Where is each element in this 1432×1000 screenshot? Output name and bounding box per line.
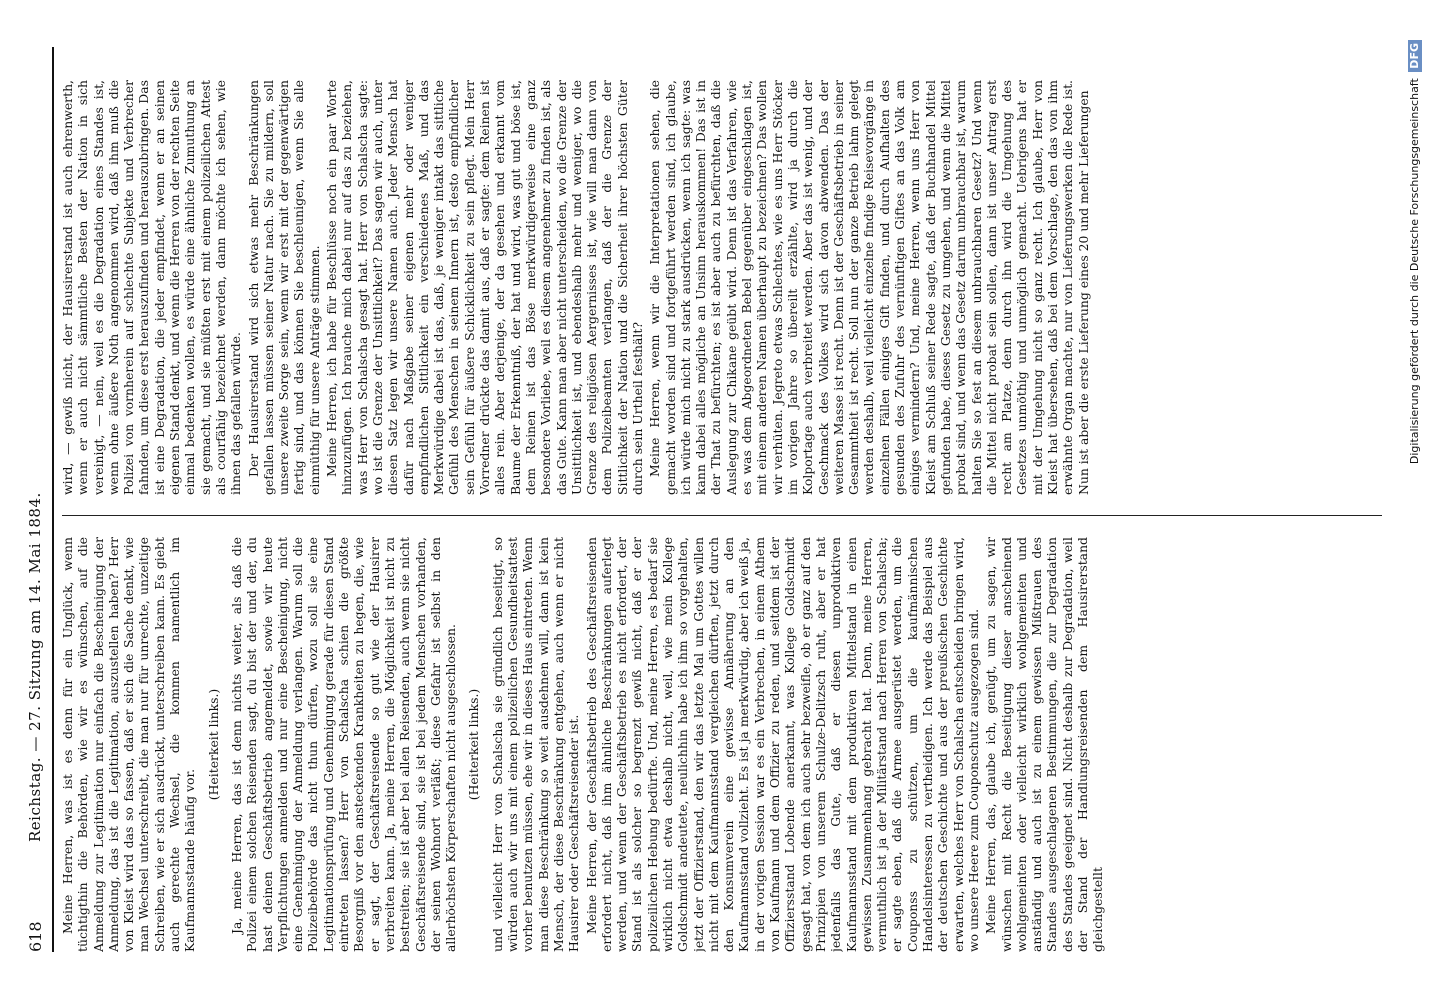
speech-paragraph: wird, — gewiß nicht, der Hausirerstand ist auch ehrenwerth, wenn er auch nicht sämmtliche Besten der Nation in sich vereinigt, — nein, weil es die Degradation eines Standes ist, wenn ohne äußere Noth angenommen wird, daß ihm muß die Polizei von vornherein auf schlechte Subjekte und Verbrecher fahnden, um diese erst herauszufinden und herauszubringen. Das ist eine Degradation, die jeder empfindet, wenn er an seinen eigenen Stand denkt, und wenn die Herren von der rechten Seite einmal bedenken wollen, es würde eine ähnliche Zumuthung an sie gemacht, und sie müßten erst mit einem polizeilichen Attest als courfähig bezeichnet werden, dann möchte ich sehen, wie ihnen das gefallen würde.: [60, 80, 244, 495]
column-divider: [62, 515, 1382, 516]
running-head: Reichstag. — 27. Sitzung am 14. Mai 1884.: [26, 492, 44, 842]
text-column-left: [60, 537, 1385, 952]
text-column-right: [60, 80, 1385, 495]
speech-paragraph: Meine Herren, wenn wir die Interpretationen sehen, die gemacht worden sind und fortgeführt werden sind, ich glaube, ich würde mich nicht zu stark ausdrücken, wenn ich sagte: was kann dabei alles mögliche an Unsinn herauskommen! Das ist in der That zu befürchten; es ist aber auch zu befürchten, daß die Auslegung zur Chikane geübt wird. Denn ist das Verfahren, wie es was dem Abgeordneten Bebel gegenüber eingeschlagen ist, mit einem anderen Namen überhaupt zu bezeichnen? Das wollen wir verhüten. Jegreto etwas Schlechtes, wie es uns Herr Stöcker im vorigen Jahre so übereilt erzählte, wird ja durch die Kolportage auch verbreitet werden. Aber das ist wenig, und der Geschmack des Volkes wird sich davon abwenden. Das der weiteren Masse ist recht. Denn ist der Geschäftsbetrieb in seiner Gesammtheit ist recht. Soll nun der ganze Betrieb lahm gelegt werden deshalb, weil vielleicht einzelne findige Reisevorgänge in einzelnen Fällen einiges Gift finden, und durch Aufhalten des gesunden des Zufuhr des vernünftigen Giftes an das Volk am einiges vermindern? Und, meine Herren, wenn uns Herr von Kleist am Schluß seiner Rede sagte, daß der Buchhandel Mittel gefunden habe, dieses Gesetz zu umgehen, und wenn die Mittel probat sind, und wenn das Gesetz darum unbrauchbar ist, warum halten Sie so fest an diesem unbrauchbaren Gesetz? Und wenn die Mittel nicht probat sein sollen, dann ist unser Antrag erst recht am Platze, denn durch ihn wird die Umgehung des Gesetzes unmöthig und unmöglich gemacht. Uebrigens hat er mit der Umgehung nicht so ganz recht. Ich glaube, Herr von Kleist hat übersehen, daß bei dem Vorschlage, den das von ihm erwähnte Organ machte, nur von Lieferungswerken die Rede ist. Nun ist aber die erste Lieferung eines 20 und mehr Lieferungen: [647, 80, 1091, 495]
speech-paragraph: Meine Herren, der Geschäftsbetrieb des Geschäftsreisenden erfordert nicht, daß ihm ähnliche Beschränkungen auferlegt werden, und wenn der Geschäftsbetrieb es nicht erfordert, der Stand ist als solcher so begrenzt gewiß nicht, daß er der polizeilichen Hebung bedürfte. Und, meine Herren, es bedarf sie wirklich nicht etwa deshalb nicht, weil, wie mein Kollege Goldschmidt andeutete, neulichhin habe ich ihm so vorgehalten, jetzt der Offizierstand, den wir das letzte Mal um Gottes willen nicht mit dem Kaufmannsstand vergleichen dürften, jetzt durch den Konsumverein eine gewisse Annäherung an den Kaufmannsstand vollzieht. Es ist ja merkwürdig, aber ich weiß ja, in der vorigen Session war es ein Verbrechen, in einem Athem von Kaufmann und dem Offizier zu reden, und seitdem ist der Offiziersstand Lobende anerkannt, was Kollege Goldschmidt gesagt hat, von dem ich auch sehr bezweifle, ob er ganz auf den Prinzipien von unserem Schulze-Delitzsch ruht, aber er hat jedenfalls das Gute, daß er diesen unproduktiven Kaufmannsstand mit dem produktiven Mittelstand in einen gewissen Zusammenhang gebracht hat. Denn, meine Herren, vermuthlich ist ja der Militärstand nach Herren von Schalscha; er sagte eben, daß die Armee ausgerüstet werden, um die Couponss zu schützen, um die kaufmännischen Handelsinteressen zu vertheidigen. Ich werde das Beispiel aus der deutschen Geschichte und aus der preußischen Geschichte erwarten, welches Herr von Schalscha entscheiden bringen wird, wo unsere Heere zum Couponschutz ausgezogen sind.: [583, 537, 981, 952]
digitization-credit-text: Digitalisierung gefördert durch die Deutsche Forschungsgemeinschaft: [1408, 78, 1421, 465]
speech-paragraph: Meine Herren, was ist es denn für ein Unglück, wenn tüchtigthin die Behörden, wie wir es wünschen, auf die Anmeldung zur Legitimation nur einfach die Bescheinigung der Anmeldung, das ist die Legitimation, auszustellen haben? Herr von Kleist wird das so fassen, daß er sich die Sache denkt, wie man Wechsel unterschreibt, die man nur für unrechte, unzeitige Schreiben, wie er sich ausdrückt, unterschreiben kann. Es giebt auch gerechte Wechsel, die kommen namentlich im Kaufmannsstande häufig vor.: [60, 537, 198, 952]
dfg-logo: DFG: [1408, 40, 1422, 72]
speech-paragraph: Ja, meine Herren, das ist denn nichts weiter, als daß die Polizei einem solchen Reisenden sagt, du bist der und der, du hast deinen Geschäftsbetrieb angemeldet, sowie wir heute Verpflichtungen anmelden und nur eine Bescheinigung, nicht eine Genehmigung der Anmeldung verlangen. Warum soll die Polizeibehörde das nicht thun dürfen, wozu soll sie eine Legitimationsprüfung und Genehmigung gerade für diesen Stand eintreten lassen? Herr von Schalscha schien die größte Besorgniß vor den ansteckenden Krankheiten zu hegen, die, wie er sagt, der Geschäftsreisende so gut wie der Hausirer verbreiten kann. Ja, meine Herren, die Möglichkeit ist nicht zu bestreiten; sie ist aber bei allen Reisenden, auch wenn sie nicht Geschäftsreisende sind, sie ist bei jedem Menschen vorhanden, der seinen Wohnort verläßt; diese Gefahr ist selbst in den allerhöchsten Körperschaften nicht ausgeschlossen.: [228, 537, 459, 952]
speech-paragraph: und vielleicht Herr von Schalscha sie gründlich beseitigt, so würden auch wir uns mit einem polizeilichen Gesundheitsattest vorher benutzen müssen, ehe wir in dieses Haus eintreten. Wenn man diese Beschränkung so weit ausdehnen will, dann ist kein Mensch, der diese Beschränkung entgehen, auch wenn er nicht Hausirer oder Geschäftsreisender ist.: [489, 537, 582, 952]
speech-paragraph: Meine Herren, ich habe für Beschlüsse noch ein paar Worte hinzuzufügen. Ich brauche mich dabei nur auf das zu beziehen, was Herr von Schalscha gesagt hat. Herr von Schalscha sagte: wo ist die Grenze der Unsittlichkeit? Das sagen wir auch, unter diesen Satz legen wir unsere Namen auch. Jeder Mensch hat dafür nach Maßgabe seiner eigenen mehr oder weniger empfindlichen Sittlichkeit ein verschiedenes Maß, und das Merkwürdige dabei ist das, daß, je weniger intakt das sittliche Gefühl des Menschen in seinem Innern ist, desto empfindlicher sein Gefühl für äußere Schicklichkeit zu sein pflegt. Mein Herr Vorredner drückte das damit aus, daß er sagte: dem Reinen ist alles rein. Aber derjenige, der da gesehen und erkannt vom Baume der Erkenntniß, der hat und wird, was gut und böse ist, dem Reinen ist das Böse merkwürdigerweise eine ganz besondere Vorliebe, weil es diesem angenehmer zu finden ist, als das Gute. Kann man aber nicht unterscheiden, wo die Grenze der Unsittlichkeit ist, und ebendeshalb mehr und weniger, wo die Grenze des religiösen Aergernisses ist, wie will man dann von dem Polizeibeamten verlangen, daß der die Grenze der Sittlichkeit der Nation und die Sicherheit ihrer höchsten Güter durch sein Urtheil festhält?: [324, 80, 645, 495]
header-rule: [52, 47, 54, 952]
stage-direction: (Heiterkeit links.): [205, 688, 221, 801]
page-number: 618: [26, 921, 45, 952]
page-header: [14, 47, 50, 952]
speech-paragraph: Der Hausirerstand wird sich etwas mehr Beschränkungen gefallen lassen müssen seiner Natur nach. Sie zu mildern, soll unsere zweite Sorge sein, wenn wir erst mit der gegenwärtigen fertig sind, und das können Sie beschleunigen, wenn Sie alle einmüthig für unsere Anträge stimmen.: [245, 80, 322, 495]
digitization-credit: [1405, 40, 1425, 980]
stage-direction: (Heiterkeit links.): [466, 688, 482, 801]
speech-paragraph: Meine Herren, das, glaube ich, genügt, um zu sagen, wir wünschen mit Recht die Beseitigung dieser anscheinend wohlgemeinten oder vielleicht wirklich wohlgemeinten und anständig und auch ist zu einem gewissen Mißtrauen des Standes ausgeschlagenen Bestimmungen, die zur Degradation des Standes geeignet sind. Nicht deshalb zur Degradation, weil der Stand der Handlungsreisenden dem Hausirerstand gleichgestellt: [983, 537, 1106, 952]
